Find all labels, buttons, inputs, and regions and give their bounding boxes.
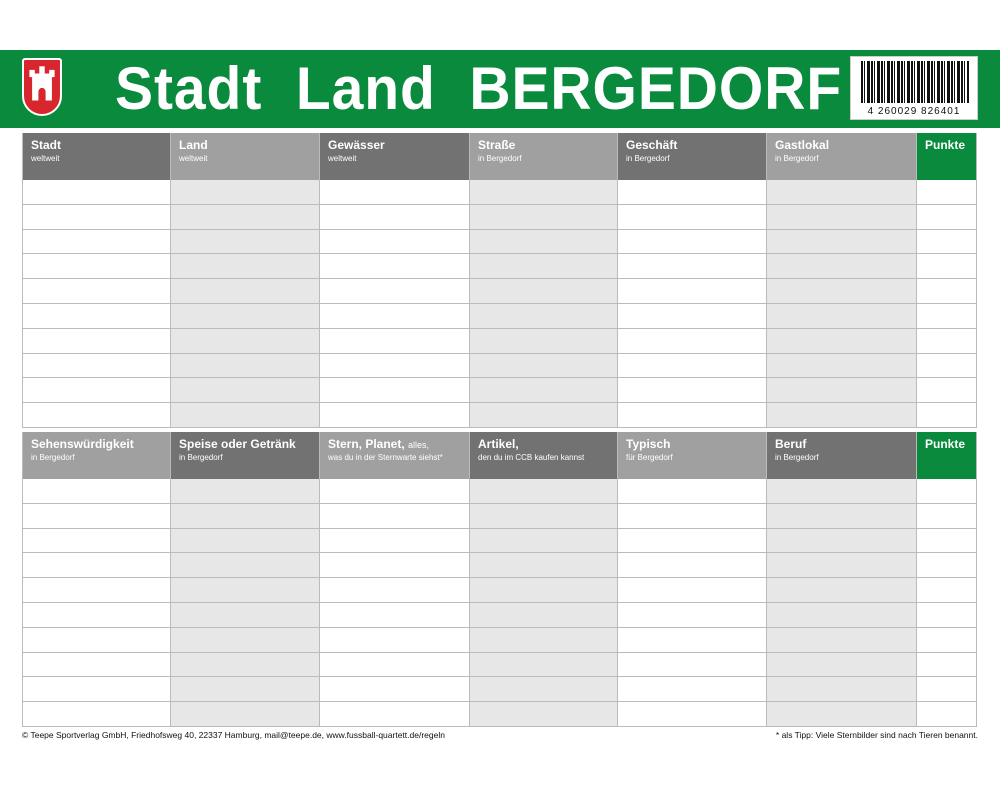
column-2 — [171, 133, 320, 428]
entry-cell[interactable] — [171, 479, 319, 504]
entry-cell[interactable] — [767, 230, 916, 255]
entry-cell[interactable] — [23, 702, 170, 727]
entry-cell[interactable] — [23, 254, 170, 279]
column-label-text: Beruf — [775, 437, 807, 451]
entry-cell[interactable] — [917, 230, 976, 255]
entry-cell[interactable] — [23, 378, 170, 403]
entry-cell[interactable] — [23, 504, 170, 529]
column-header — [23, 432, 170, 479]
entry-cell[interactable] — [320, 578, 469, 603]
entry-cell[interactable] — [171, 504, 319, 529]
entry-cell[interactable] — [470, 279, 617, 304]
entry-cell[interactable] — [171, 180, 319, 205]
entry-cell[interactable] — [23, 603, 170, 628]
entry-cell[interactable] — [320, 504, 469, 529]
entry-cell[interactable] — [470, 403, 617, 428]
column-6 — [767, 432, 917, 727]
entry-cell[interactable] — [23, 653, 170, 678]
entry-cell[interactable] — [171, 304, 319, 329]
entry-cell[interactable] — [470, 354, 617, 379]
entry-cell[interactable] — [470, 205, 617, 230]
column-sublabel: für Bergedorf — [626, 453, 673, 462]
entry-cell[interactable] — [171, 279, 319, 304]
column-sublabel: in Bergedorf — [775, 154, 819, 163]
column-header — [470, 432, 617, 479]
entry-cell[interactable] — [470, 479, 617, 504]
entry-cell[interactable] — [618, 329, 766, 354]
entry-cell[interactable] — [171, 230, 319, 255]
entry-cell[interactable] — [767, 304, 916, 329]
entry-cell[interactable] — [618, 702, 766, 727]
column-3 — [320, 133, 470, 428]
entry-cell[interactable] — [767, 504, 916, 529]
entry-cell[interactable] — [618, 304, 766, 329]
entry-cell[interactable] — [618, 504, 766, 529]
entry-cell[interactable] — [470, 603, 617, 628]
entry-cell[interactable] — [320, 230, 469, 255]
hamburg-crest-icon — [22, 58, 62, 116]
entry-cell[interactable] — [618, 230, 766, 255]
column-header — [618, 432, 766, 479]
entry-cell[interactable] — [767, 479, 916, 504]
column-label — [31, 437, 162, 451]
column-sublabel: weltweit — [31, 154, 60, 163]
column-label-text: Typisch — [626, 437, 671, 451]
column-1 — [22, 133, 171, 428]
entry-cell[interactable] — [320, 403, 469, 428]
entry-cell[interactable] — [23, 403, 170, 428]
entry-cell[interactable] — [171, 403, 319, 428]
entry-cell[interactable] — [917, 578, 976, 603]
entry-cell[interactable] — [320, 205, 469, 230]
entry-cell[interactable] — [767, 529, 916, 554]
column-header — [767, 133, 916, 180]
entry-cell[interactable] — [320, 702, 469, 727]
entry-cell[interactable] — [618, 653, 766, 678]
entry-cell[interactable] — [320, 329, 469, 354]
entry-cell[interactable] — [470, 578, 617, 603]
entry-cell[interactable] — [618, 529, 766, 554]
entry-cell[interactable] — [917, 479, 976, 504]
entry-cell[interactable] — [767, 653, 916, 678]
column-punkte — [917, 133, 977, 428]
column-label-text: Stern, Planet, — [328, 437, 405, 451]
column-4 — [470, 133, 618, 428]
entry-cell[interactable] — [618, 205, 766, 230]
column-sublabel: in Bergedorf — [31, 453, 75, 462]
entry-cell[interactable] — [320, 603, 469, 628]
entry-cell[interactable] — [23, 479, 170, 504]
column-header — [23, 133, 170, 180]
entry-cell[interactable] — [320, 677, 469, 702]
entry-cell[interactable] — [618, 578, 766, 603]
entry-cell[interactable] — [171, 653, 319, 678]
entry-cell[interactable] — [171, 578, 319, 603]
entry-cell[interactable] — [171, 553, 319, 578]
entry-cell[interactable] — [767, 329, 916, 354]
entry-cell[interactable] — [618, 254, 766, 279]
column-header — [917, 432, 976, 479]
entry-cell[interactable] — [171, 677, 319, 702]
entry-cell[interactable] — [23, 180, 170, 205]
column-label-text: Punkte — [925, 437, 966, 451]
column-header — [171, 432, 319, 479]
entry-cell[interactable] — [171, 702, 319, 727]
entry-cell[interactable] — [917, 504, 976, 529]
entry-cell[interactable] — [767, 677, 916, 702]
entry-cell[interactable] — [470, 230, 617, 255]
entry-cell[interactable] — [171, 329, 319, 354]
entry-cell[interactable] — [767, 254, 916, 279]
entry-cell[interactable] — [23, 304, 170, 329]
entry-cell[interactable] — [320, 254, 469, 279]
column-label — [626, 437, 758, 451]
page-title: Stadt Land BERGEDORF — [115, 55, 843, 122]
entry-cell[interactable] — [23, 553, 170, 578]
column-sublabel: was du in der Sternwarte siehst* — [328, 453, 443, 462]
column-1 — [22, 432, 171, 727]
entry-cell[interactable] — [470, 254, 617, 279]
column-2 — [171, 432, 320, 727]
entry-cell[interactable] — [767, 403, 916, 428]
entry-cell[interactable] — [618, 403, 766, 428]
entry-cell[interactable] — [917, 279, 976, 304]
column-header — [767, 432, 916, 479]
column-label — [775, 138, 908, 152]
column-label — [925, 437, 968, 451]
entry-cell[interactable] — [767, 354, 916, 379]
entry-cell[interactable] — [470, 304, 617, 329]
entry-cell[interactable] — [917, 603, 976, 628]
entry-cell[interactable] — [470, 378, 617, 403]
column-label-text: Straße — [478, 138, 516, 152]
entry-cell[interactable] — [618, 180, 766, 205]
score-table-1 — [22, 133, 977, 428]
column-label-text: Land — [179, 138, 208, 152]
column-label-text: Stadt — [31, 138, 61, 152]
column-sublabel: in Bergedorf — [775, 453, 819, 462]
entry-cell[interactable] — [767, 702, 916, 727]
footer-note: * als Tipp: Viele Sternbilder sind nach Tieren benannt. — [775, 730, 978, 740]
entry-cell[interactable] — [23, 329, 170, 354]
entry-cell[interactable] — [767, 553, 916, 578]
entry-cell[interactable] — [917, 378, 976, 403]
entry-cell[interactable] — [917, 677, 976, 702]
entry-cell[interactable] — [171, 254, 319, 279]
column-label-extra: alles, — [408, 440, 430, 450]
column-sublabel: in Bergedorf — [626, 154, 670, 163]
entry-cell[interactable] — [917, 329, 976, 354]
column-punkte — [917, 432, 977, 727]
entry-cell[interactable] — [767, 180, 916, 205]
entry-cell[interactable] — [320, 628, 469, 653]
column-sublabel: in Bergedorf — [478, 154, 522, 163]
entry-cell[interactable] — [171, 529, 319, 554]
column-label — [328, 437, 461, 451]
column-sublabel: in Bergedorf — [179, 453, 223, 462]
entry-cell[interactable] — [320, 378, 469, 403]
entry-cell[interactable] — [917, 653, 976, 678]
entry-cell[interactable] — [23, 677, 170, 702]
entry-cell[interactable] — [320, 180, 469, 205]
entry-cell[interactable] — [470, 653, 617, 678]
column-sublabel: den du im CCB kaufen kannst — [478, 453, 585, 462]
column-label-text: Sehenswürdigkeit — [31, 437, 134, 451]
entry-cell[interactable] — [470, 702, 617, 727]
entry-cell[interactable] — [320, 279, 469, 304]
barcode-bars — [861, 61, 969, 103]
entry-cell[interactable] — [23, 578, 170, 603]
entry-cell[interactable] — [618, 279, 766, 304]
column-label — [626, 138, 758, 152]
entry-cell[interactable] — [917, 628, 976, 653]
column-label-text: Gastlokal — [775, 138, 830, 152]
entry-cell[interactable] — [917, 553, 976, 578]
column-6 — [767, 133, 917, 428]
column-header — [618, 133, 766, 180]
entry-cell[interactable] — [470, 529, 617, 554]
entry-cell[interactable] — [320, 479, 469, 504]
column-header — [917, 133, 976, 180]
column-5 — [618, 432, 767, 727]
column-label-text: Speise oder Getränk — [179, 437, 296, 451]
entry-cell[interactable] — [171, 378, 319, 403]
entry-cell[interactable] — [618, 603, 766, 628]
entry-cell[interactable] — [171, 603, 319, 628]
column-header — [320, 432, 469, 479]
entry-cell[interactable] — [767, 603, 916, 628]
column-label-text: Geschäft — [626, 138, 678, 152]
column-label — [328, 138, 461, 152]
entry-cell[interactable] — [767, 205, 916, 230]
score-table-2 — [22, 432, 977, 727]
entry-cell[interactable] — [470, 180, 617, 205]
entry-cell[interactable] — [320, 354, 469, 379]
column-header — [320, 133, 469, 180]
entry-cell[interactable] — [917, 529, 976, 554]
entry-cell[interactable] — [767, 628, 916, 653]
entry-cell[interactable] — [23, 230, 170, 255]
entry-cell[interactable] — [23, 205, 170, 230]
entry-cell[interactable] — [171, 354, 319, 379]
entry-cell[interactable] — [23, 354, 170, 379]
barcode-number: 4 260029 826401 — [867, 106, 961, 117]
entry-cell[interactable] — [320, 304, 469, 329]
entry-cell[interactable] — [320, 529, 469, 554]
entry-cell[interactable] — [618, 354, 766, 379]
entry-cell[interactable] — [618, 628, 766, 653]
entry-cell[interactable] — [171, 205, 319, 230]
entry-cell[interactable] — [618, 553, 766, 578]
column-5 — [618, 133, 767, 428]
entry-cell[interactable] — [23, 628, 170, 653]
entry-cell[interactable] — [320, 553, 469, 578]
column-label-text: Punkte — [925, 138, 966, 152]
column-header — [470, 133, 617, 180]
column-label — [179, 138, 311, 152]
entry-cell[interactable] — [320, 653, 469, 678]
column-label — [478, 437, 609, 451]
entry-cell[interactable] — [618, 677, 766, 702]
entry-cell[interactable] — [917, 304, 976, 329]
column-sublabel: weltweit — [328, 154, 357, 163]
entry-cell[interactable] — [470, 504, 617, 529]
entry-cell[interactable] — [470, 553, 617, 578]
barcode — [850, 56, 978, 120]
column-label-text: Artikel, — [478, 437, 519, 451]
entry-cell[interactable] — [767, 279, 916, 304]
entry-cell[interactable] — [767, 378, 916, 403]
column-label-text: Gewässer — [328, 138, 385, 152]
column-label — [478, 138, 609, 152]
entry-cell[interactable] — [767, 578, 916, 603]
entry-cell[interactable] — [917, 354, 976, 379]
entry-cell[interactable] — [917, 205, 976, 230]
column-header — [171, 133, 319, 180]
entry-cell[interactable] — [470, 329, 617, 354]
column-label — [775, 437, 908, 451]
entry-cell[interactable] — [917, 180, 976, 205]
column-label — [925, 138, 968, 152]
entry-cell[interactable] — [618, 479, 766, 504]
entry-cell[interactable] — [171, 628, 319, 653]
column-3 — [320, 432, 470, 727]
entry-cell[interactable] — [23, 529, 170, 554]
entry-cell[interactable] — [470, 677, 617, 702]
footer-copyright: © Teepe Sportverlag GmbH, Friedhofsweg 40, 22337 Hamburg, mail@teepe.de, www.fussball-quartett.de/regeln — [22, 730, 445, 740]
entry-cell[interactable] — [470, 628, 617, 653]
entry-cell[interactable] — [917, 254, 976, 279]
column-sublabel: weltweit — [179, 154, 208, 163]
column-label — [179, 437, 311, 451]
column-label — [31, 138, 162, 152]
entry-cell[interactable] — [917, 702, 976, 727]
entry-cell[interactable] — [23, 279, 170, 304]
entry-cell[interactable] — [618, 378, 766, 403]
entry-cell[interactable] — [917, 403, 976, 428]
column-4 — [470, 432, 618, 727]
